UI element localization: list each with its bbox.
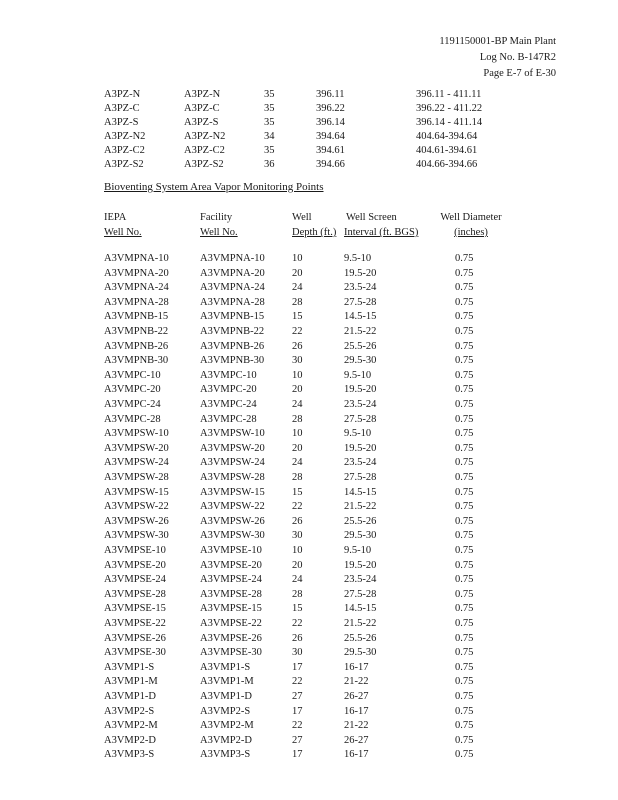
cell-diameter: 0.75 xyxy=(455,472,474,483)
cell-elevation: 394.64 xyxy=(316,131,345,142)
cell-interval: 396.14 - 411.14 xyxy=(416,117,483,128)
cell-depth: 27 xyxy=(292,691,303,702)
cell-elevation: 394.61 xyxy=(316,145,345,156)
cell-screen-interval: 14.5-15 xyxy=(344,603,377,615)
cell-interval: 404.64-394.64 xyxy=(416,131,478,142)
cell-elevation: 396.11 xyxy=(316,89,345,100)
cell-screen-interval: 21.5-22 xyxy=(344,618,377,629)
cell-iepa-well-no: A3VMPSE-22 xyxy=(104,618,166,629)
cell-depth: 28 xyxy=(292,588,303,600)
cell-iepa-well-no: A3VMPNB-26 xyxy=(104,340,169,352)
cell-interval: 404.61-394.61 xyxy=(416,145,478,156)
cell-diameter: 0.75 xyxy=(455,355,474,367)
cell-screen-interval: 9.5-10 xyxy=(344,545,372,556)
cell-facility-well-no: A3VMPNB-22 xyxy=(200,326,265,337)
cell-depth: 28 xyxy=(292,296,303,308)
cell-facility-well-no: A3VMPC-24 xyxy=(200,399,257,410)
cell-screen-interval: 16-17 xyxy=(344,749,369,761)
cell-screen-interval: 29.5-30 xyxy=(344,647,377,659)
cell-facility-well-no: A3VMPC-10 xyxy=(200,369,257,381)
cell-iepa-well-no: A3VMPSE-24 xyxy=(104,574,166,586)
cell-facility-well-no: A3PZ-N2 xyxy=(184,131,226,142)
cell-screen-interval: 27.5-28 xyxy=(344,296,377,308)
cell-facility-well-no: A3VMP2-S xyxy=(200,705,251,717)
cell-iepa-well-no: A3VMPSE-20 xyxy=(104,559,166,571)
cell-iepa-well-no: A3VMP2-S xyxy=(104,705,155,717)
cell-diameter: 0.75 xyxy=(455,311,474,323)
cell-screen-interval: 19.5-20 xyxy=(344,384,377,396)
cell-diameter: 0.75 xyxy=(455,369,474,381)
cell-depth: 28 xyxy=(292,413,303,425)
cell-depth: 22 xyxy=(292,720,303,732)
cell-screen-interval: 27.5-28 xyxy=(344,413,377,425)
cell-screen-interval: 23.5-24 xyxy=(344,457,377,469)
cell-depth: 15 xyxy=(292,486,303,498)
cell-iepa-well-no: A3VMPNB-22 xyxy=(104,326,169,337)
cell-elevation: 396.14 xyxy=(316,117,345,128)
cell-iepa-well-no: A3VMPC-24 xyxy=(104,399,161,410)
cell-screen-interval: 25.5-26 xyxy=(344,515,377,527)
cell-screen-interval: 21-22 xyxy=(344,720,369,732)
cell-iepa-well-no: A3VMPSE-15 xyxy=(104,603,166,615)
cell-depth: 26 xyxy=(292,340,303,352)
cell-facility-well-no: A3PZ-C xyxy=(184,103,220,114)
cell-facility-well-no: A3VMPSE-26 xyxy=(200,632,262,644)
cell-iepa-well-no: A3VMPSW-26 xyxy=(104,515,169,527)
cell-diameter: 0.75 xyxy=(455,705,474,717)
col-facility-well-no: Facility Well No. xyxy=(200,212,238,238)
cell-iepa-well-no: A3VMPC-28 xyxy=(104,413,161,425)
cell-iepa-well-no: A3VMPSE-10 xyxy=(104,545,166,556)
cell-facility-well-no: A3VMPSE-22 xyxy=(200,618,262,629)
cell-screen-interval: 21-22 xyxy=(344,676,369,688)
cell-screen-interval: 23.5-24 xyxy=(344,282,377,294)
cell-screen-interval: 21.5-22 xyxy=(344,501,377,513)
cell-iepa-well-no: A3PZ-S2 xyxy=(104,159,144,170)
cell-iepa-well-no: A3PZ-C xyxy=(104,103,140,114)
cell-depth: 30 xyxy=(292,530,303,542)
cell-iepa-well-no: A3VMPSW-22 xyxy=(104,501,169,513)
cell-diameter: 0.75 xyxy=(455,647,474,659)
cell-diameter: 0.75 xyxy=(455,296,474,308)
cell-depth: 10 xyxy=(292,369,303,381)
cell-iepa-well-no: A3VMPC-10 xyxy=(104,369,161,381)
cell-facility-well-no: A3VMPNB-15 xyxy=(200,311,265,323)
section-title: Bioventing System Area Vapor Monitoring Points xyxy=(104,181,324,193)
cell-depth: 22 xyxy=(292,326,303,337)
cell-facility-well-no: A3PZ-S xyxy=(184,117,219,128)
cell-facility-well-no: A3VMPSW-30 xyxy=(200,530,265,542)
cell-elevation: 394.66 xyxy=(316,159,345,170)
cell-depth: 35 xyxy=(264,89,275,100)
cell-facility-well-no: A3VMPSW-10 xyxy=(200,428,265,440)
cell-diameter: 0.75 xyxy=(455,574,474,586)
cell-depth: 17 xyxy=(292,661,303,673)
cell-interval: 404.66-394.66 xyxy=(416,159,478,170)
cell-diameter: 0.75 xyxy=(455,442,474,454)
cell-screen-interval: 23.5-24 xyxy=(344,574,377,586)
col-iepa-well-no: IEPA Well No. xyxy=(104,212,142,238)
cell-screen-interval: 9.5-10 xyxy=(344,253,372,264)
cell-iepa-well-no: A3VMPC-20 xyxy=(104,384,161,396)
cell-diameter: 0.75 xyxy=(455,559,474,571)
cell-depth: 20 xyxy=(292,267,303,279)
cell-depth: 15 xyxy=(292,311,303,323)
cell-depth: 27 xyxy=(292,734,303,746)
cell-depth: 20 xyxy=(292,559,303,571)
cell-diameter: 0.75 xyxy=(455,428,474,440)
cell-iepa-well-no: A3VMPSW-24 xyxy=(104,457,169,469)
cell-interval: 396.11 - 411.11 xyxy=(416,89,482,100)
cell-screen-interval: 25.5-26 xyxy=(344,632,377,644)
cell-facility-well-no: A3VMPSW-28 xyxy=(200,472,265,483)
cell-depth: 24 xyxy=(292,282,303,294)
cell-facility-well-no: A3VMPSW-22 xyxy=(200,501,265,513)
cell-facility-well-no: A3VMPNA-20 xyxy=(200,267,265,279)
cell-depth: 17 xyxy=(292,749,303,761)
cell-facility-well-no: A3VMP1-M xyxy=(200,676,254,688)
cell-facility-well-no: A3VMPSW-20 xyxy=(200,442,265,454)
cell-diameter: 0.75 xyxy=(455,253,474,264)
cell-depth: 36 xyxy=(264,159,275,170)
cell-iepa-well-no: A3VMPSE-30 xyxy=(104,647,166,659)
cell-diameter: 0.75 xyxy=(455,676,474,688)
cell-diameter: 0.75 xyxy=(455,282,474,294)
cell-depth: 35 xyxy=(264,103,275,114)
cell-diameter: 0.75 xyxy=(455,632,474,644)
cell-depth: 22 xyxy=(292,618,303,629)
cell-diameter: 0.75 xyxy=(455,545,474,556)
cell-facility-well-no: A3VMPC-28 xyxy=(200,413,257,425)
cell-depth: 30 xyxy=(292,355,303,367)
cell-facility-well-no: A3VMPSW-24 xyxy=(200,457,265,469)
cell-iepa-well-no: A3VMPNB-30 xyxy=(104,355,169,367)
cell-iepa-well-no: A3VMPSW-20 xyxy=(104,442,169,454)
cell-facility-well-no: A3VMP2-M xyxy=(200,720,254,732)
document-id: 1191150001-BP Main Plant xyxy=(439,36,556,47)
cell-depth: 35 xyxy=(264,145,275,156)
cell-iepa-well-no: A3VMPNA-10 xyxy=(104,253,169,264)
cell-diameter: 0.75 xyxy=(455,413,474,425)
cell-facility-well-no: A3VMPSE-10 xyxy=(200,545,262,556)
cell-iepa-well-no: A3VMPSW-10 xyxy=(104,428,169,440)
cell-diameter: 0.75 xyxy=(455,267,474,279)
cell-iepa-well-no: A3VMPSW-28 xyxy=(104,472,169,483)
cell-diameter: 0.75 xyxy=(455,340,474,352)
cell-screen-interval: 14.5-15 xyxy=(344,311,377,323)
cell-facility-well-no: A3VMPSE-20 xyxy=(200,559,262,571)
page-number: Page E-7 of E-30 xyxy=(483,68,556,79)
cell-screen-interval: 29.5-30 xyxy=(344,355,377,367)
cell-screen-interval: 9.5-10 xyxy=(344,428,372,440)
cell-diameter: 0.75 xyxy=(455,749,474,761)
cell-facility-well-no: A3VMPSW-26 xyxy=(200,515,265,527)
cell-facility-well-no: A3VMPSW-15 xyxy=(200,486,265,498)
cell-screen-interval: 16-17 xyxy=(344,705,369,717)
cell-depth: 22 xyxy=(292,676,303,688)
cell-screen-interval: 21.5-22 xyxy=(344,326,377,337)
cell-iepa-well-no: A3VMP1-S xyxy=(104,661,155,673)
cell-iepa-well-no: A3VMPNA-20 xyxy=(104,267,169,279)
cell-screen-interval: 23.5-24 xyxy=(344,399,377,410)
cell-elevation: 396.22 xyxy=(316,103,345,114)
cell-diameter: 0.75 xyxy=(455,399,474,410)
cell-screen-interval: 14.5-15 xyxy=(344,486,377,498)
cell-iepa-well-no: A3VMP2-M xyxy=(104,720,158,732)
cell-screen-interval: 25.5-26 xyxy=(344,340,377,352)
cell-depth: 26 xyxy=(292,515,303,527)
cell-facility-well-no: A3PZ-S2 xyxy=(184,159,224,170)
cell-facility-well-no: A3VMP1-S xyxy=(200,661,251,673)
cell-iepa-well-no: A3PZ-C2 xyxy=(104,145,145,156)
cell-facility-well-no: A3VMPNA-28 xyxy=(200,296,265,308)
cell-facility-well-no: A3PZ-N xyxy=(184,89,221,100)
cell-facility-well-no: A3VMPSE-30 xyxy=(200,647,262,659)
cell-screen-interval: 26-27 xyxy=(344,691,369,702)
cell-iepa-well-no: A3VMPSE-26 xyxy=(104,632,166,644)
col-well-depth: Well Depth (ft.) xyxy=(292,212,337,238)
cell-diameter: 0.75 xyxy=(455,486,474,498)
cell-depth: 24 xyxy=(292,574,303,586)
cell-depth: 22 xyxy=(292,501,303,513)
cell-iepa-well-no: A3VMP1-D xyxy=(104,691,156,702)
cell-depth: 10 xyxy=(292,428,303,440)
cell-diameter: 0.75 xyxy=(455,661,474,673)
cell-iepa-well-no: A3VMPSE-28 xyxy=(104,588,166,600)
cell-diameter: 0.75 xyxy=(455,734,474,746)
cell-facility-well-no: A3VMPSE-24 xyxy=(200,574,262,586)
cell-screen-interval: 27.5-28 xyxy=(344,472,377,483)
cell-screen-interval: 26-27 xyxy=(344,734,369,746)
cell-iepa-well-no: A3VMPSW-15 xyxy=(104,486,169,498)
cell-diameter: 0.75 xyxy=(455,515,474,527)
cell-facility-well-no: A3VMPNA-10 xyxy=(200,253,265,264)
cell-screen-interval: 19.5-20 xyxy=(344,559,377,571)
cell-iepa-well-no: A3VMPNB-15 xyxy=(104,311,169,323)
cell-depth: 15 xyxy=(292,603,303,615)
cell-iepa-well-no: A3PZ-N xyxy=(104,89,141,100)
cell-facility-well-no: A3VMP3-S xyxy=(200,749,251,761)
cell-depth: 30 xyxy=(292,647,303,659)
cell-depth: 28 xyxy=(292,472,303,483)
cell-iepa-well-no: A3VMP3-S xyxy=(104,749,155,761)
cell-facility-well-no: A3VMPNA-24 xyxy=(200,282,265,294)
cell-iepa-well-no: A3VMP2-D xyxy=(104,734,156,746)
cell-facility-well-no: A3PZ-C2 xyxy=(184,145,225,156)
cell-diameter: 0.75 xyxy=(455,501,474,513)
cell-iepa-well-no: A3VMPSW-30 xyxy=(104,530,169,542)
cell-facility-well-no: A3VMPNB-26 xyxy=(200,340,265,352)
cell-screen-interval: 19.5-20 xyxy=(344,442,377,454)
cell-depth: 20 xyxy=(292,384,303,396)
cell-interval: 396.22 - 411.22 xyxy=(416,103,483,114)
cell-iepa-well-no: A3PZ-S xyxy=(104,117,139,128)
cell-diameter: 0.75 xyxy=(455,457,474,469)
log-number: Log No. B-147R2 xyxy=(479,52,556,63)
cell-depth: 26 xyxy=(292,632,303,644)
col-well-diameter: Well Diameter (inches) xyxy=(440,212,502,238)
cell-depth: 24 xyxy=(292,457,303,469)
cell-screen-interval: 9.5-10 xyxy=(344,369,372,381)
cell-diameter: 0.75 xyxy=(455,384,474,396)
cell-facility-well-no: A3VMP2-D xyxy=(200,734,252,746)
cell-screen-interval: 19.5-20 xyxy=(344,267,377,279)
cell-depth: 10 xyxy=(292,253,303,264)
col-well-screen: Well Screen Interval (ft. BGS) xyxy=(344,212,419,238)
cell-depth: 24 xyxy=(292,399,303,410)
cell-iepa-well-no: A3PZ-N2 xyxy=(104,131,146,142)
cell-screen-interval: 27.5-28 xyxy=(344,588,377,600)
cell-facility-well-no: A3VMPSE-28 xyxy=(200,588,262,600)
cell-iepa-well-no: A3VMP1-M xyxy=(104,676,158,688)
cell-diameter: 0.75 xyxy=(455,326,474,337)
cell-iepa-well-no: A3VMPNA-28 xyxy=(104,296,169,308)
cell-diameter: 0.75 xyxy=(455,603,474,615)
cell-screen-interval: 16-17 xyxy=(344,661,369,673)
cell-diameter: 0.75 xyxy=(455,530,474,542)
cell-diameter: 0.75 xyxy=(455,588,474,600)
cell-screen-interval: 29.5-30 xyxy=(344,530,377,542)
cell-diameter: 0.75 xyxy=(455,691,474,702)
cell-facility-well-no: A3VMP1-D xyxy=(200,691,252,702)
cell-diameter: 0.75 xyxy=(455,618,474,629)
cell-depth: 34 xyxy=(264,131,275,142)
cell-depth: 35 xyxy=(264,117,275,128)
cell-depth: 20 xyxy=(292,442,303,454)
cell-depth: 10 xyxy=(292,545,303,556)
cell-facility-well-no: A3VMPNB-30 xyxy=(200,355,265,367)
cell-depth: 17 xyxy=(292,705,303,717)
cell-facility-well-no: A3VMPSE-15 xyxy=(200,603,262,615)
cell-iepa-well-no: A3VMPNA-24 xyxy=(104,282,169,294)
cell-facility-well-no: A3VMPC-20 xyxy=(200,384,257,396)
cell-diameter: 0.75 xyxy=(455,720,474,732)
